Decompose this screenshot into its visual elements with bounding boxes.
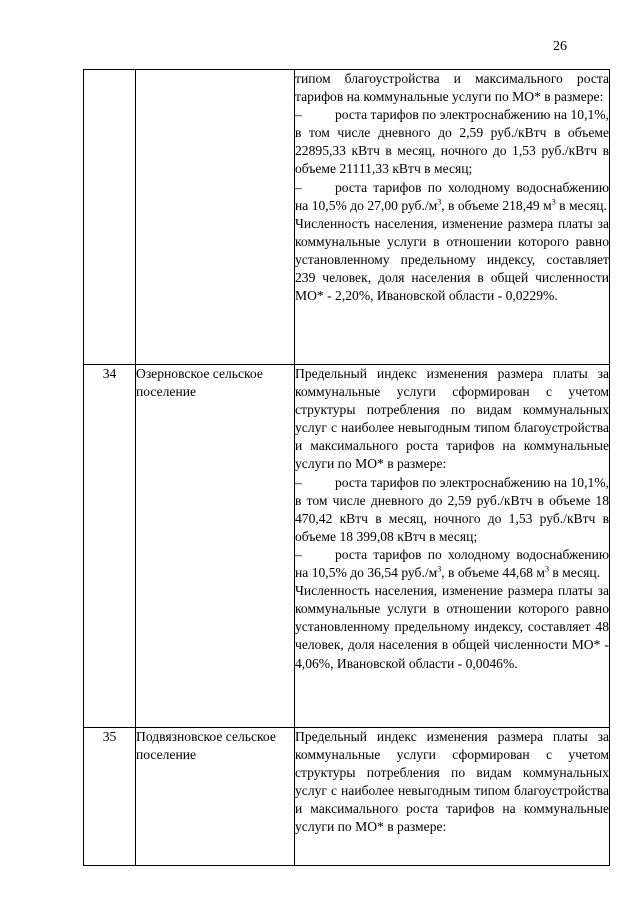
row-description bbox=[295, 728, 610, 866]
row-number bbox=[84, 70, 136, 365]
municipality-table bbox=[83, 69, 610, 866]
table-row bbox=[84, 728, 610, 866]
municipality-name: Подвязновское сельское поселение bbox=[136, 728, 295, 866]
electricity-item bbox=[295, 106, 609, 178]
intro-text: типом благоустройства и максимального роста тарифов на коммунальные услуги по МО* в размере: bbox=[295, 71, 609, 105]
electricity-item bbox=[295, 474, 609, 546]
water-item bbox=[295, 546, 609, 582]
dash-marker: – bbox=[295, 179, 302, 195]
table-row bbox=[84, 70, 610, 365]
electricity-text: роста тарифов по электроснабжению на 10,1%, в том числе дневного до 2,59 руб./кВтч в объеме 18 470,42 кВтч в месяц, ночного до 1,53 руб./кВтч в объеме 18 399,08 кВтч в месяц; bbox=[295, 474, 609, 544]
dash-marker: – bbox=[295, 107, 302, 123]
intro-text: Предельный индекс изменения размера платы за коммунальные услуги сформирован с учетом структуры потребления по видам коммунальных услуг с наиболее невыгодным типом благоустройства и максимального роста тарифов на коммунальные услуги по МО* в размере: bbox=[295, 729, 609, 835]
intro-text: Предельный индекс изменения размера платы за коммунальные услуги сформирован с учетом структуры потребления по видам коммунальных услуг с наиболее невыгодным типом благоустройства и максимального роста тарифов на коммунальные услуги по МО* в размере: bbox=[295, 366, 609, 472]
dash-marker: – bbox=[295, 546, 302, 562]
water-text: роста тарифов по холодному водоснабжению на 10,5% до 36,54 руб./м bbox=[295, 546, 609, 581]
row-number: 34 bbox=[84, 365, 136, 728]
water-item bbox=[295, 179, 609, 215]
municipality-name bbox=[136, 70, 295, 365]
row-description bbox=[295, 365, 610, 728]
row-number: 35 bbox=[84, 728, 136, 866]
population-text: Численность населения, изменение размера платы за коммунальные услуги в отношении которого равно установленному предельному индексу, составляет 48 человек, доля населения в общей численности МО* - 4,06%, Ивановской области - 0,0046%. bbox=[295, 583, 609, 671]
superscript-3: 3 bbox=[437, 197, 442, 207]
water-period-text: в месяц. bbox=[548, 565, 601, 581]
superscript-3: 3 bbox=[437, 564, 442, 574]
population-text: Численность населения, изменение размера платы за коммунальные услуги в отношении которого равно установленному предельному индексу, составляет 239 человек, доля населения в общей численности МО* - 2,20%, Ивановской области - 0,0229%. bbox=[295, 215, 609, 304]
water-period-text: в месяц. bbox=[555, 197, 607, 213]
page-number: 26 bbox=[553, 39, 567, 54]
table-row bbox=[84, 365, 610, 728]
superscript-3: 3 bbox=[544, 564, 549, 574]
water-volume-text: , в объеме 44,68 м bbox=[441, 565, 545, 581]
electricity-text: роста тарифов по электроснабжению на 10,1%, в том числе дневного до 2,59 руб./кВтч в объеме 22895,33 кВтч в месяц, ночного до 1,53 руб./кВтч в объеме 21111,33 кВтч в месяц; bbox=[295, 107, 609, 177]
row-description bbox=[295, 70, 610, 365]
superscript-3: 3 bbox=[551, 197, 556, 207]
municipality-name: Озерновское сельское поселение bbox=[136, 365, 295, 728]
water-volume-text: , в объеме 218,49 м bbox=[441, 197, 552, 213]
water-text: роста тарифов по холодному водоснабжению на 10,5% до 27,00 руб./м bbox=[295, 179, 609, 213]
dash-marker: – bbox=[295, 474, 302, 490]
